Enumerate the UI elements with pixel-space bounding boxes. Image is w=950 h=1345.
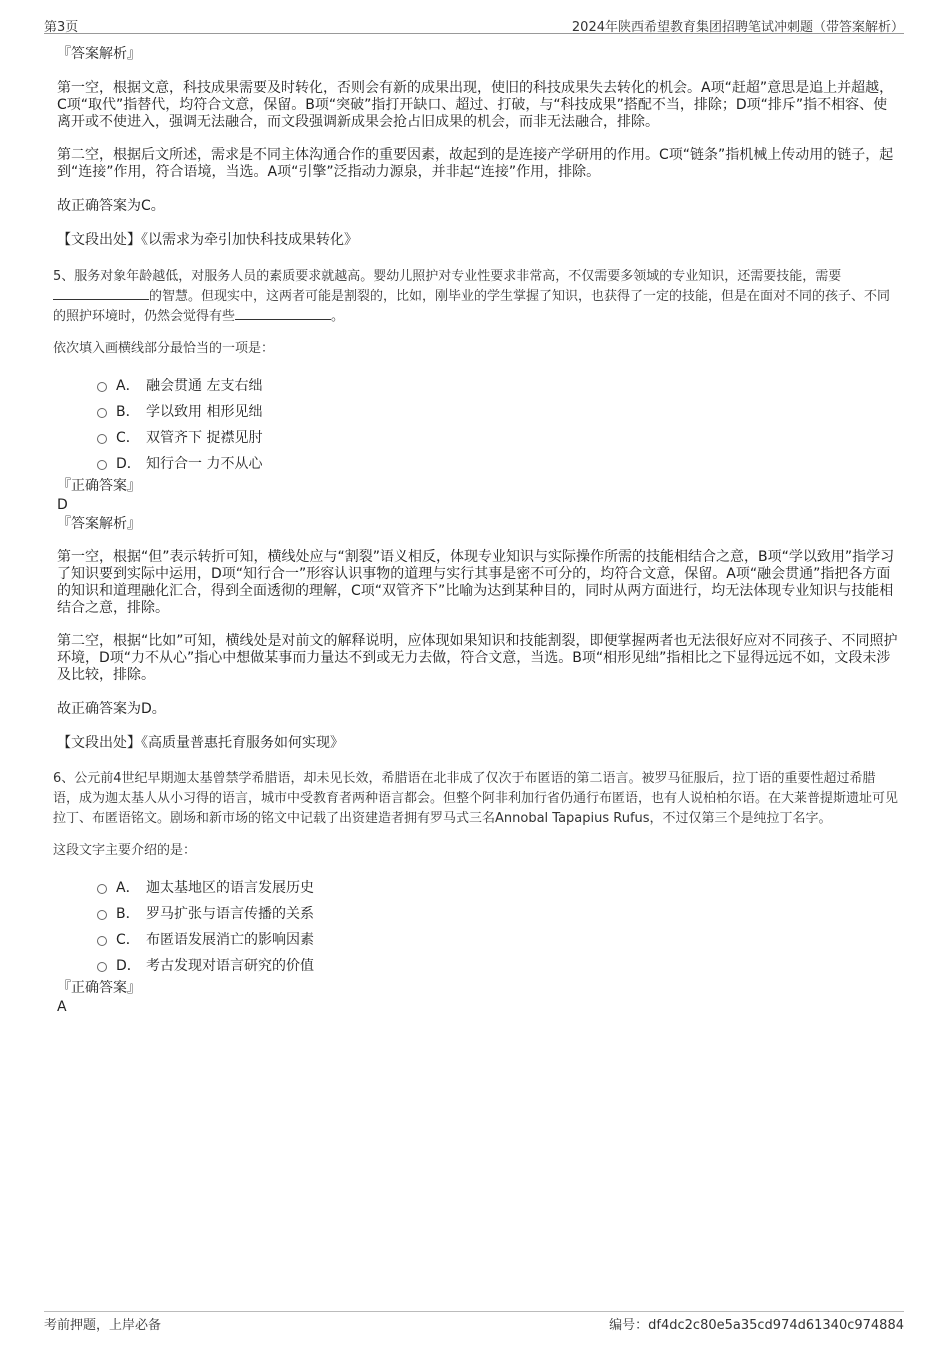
q4-analysis-label: 『答案解析』 (57, 46, 141, 62)
q6-prompt: 这段文字主要介绍的是： (53, 843, 197, 858)
q5-options (57, 376, 899, 480)
q5-correct-answer: D (57, 497, 68, 513)
option-text: 考古发现对语言研究的价值 (146, 958, 314, 974)
q6-option-b[interactable] (57, 904, 899, 930)
q5-option-a[interactable] (57, 376, 899, 402)
q5-option-c[interactable] (57, 428, 899, 454)
q4-conclusion: 故正确答案为C。 (57, 198, 165, 214)
document-title: 2024年陕西希望教育集团招聘笔试冲刺题（带答案解析） (571, 20, 904, 35)
option-text: 学以致用 相形见绌 (146, 404, 263, 420)
radio-button[interactable] (97, 884, 107, 894)
option-text: 知行合一 力不从心 (146, 456, 263, 472)
q5-analysis-label: 『答案解析』 (57, 516, 141, 532)
document-id: 编号：df4dc2c80e5a35cd974d61340c974884 (609, 1318, 904, 1333)
question-5 (53, 267, 899, 752)
radio-button[interactable] (97, 460, 107, 470)
header-divider (44, 33, 904, 34)
q5-prompt: 依次填入画横线部分最恰当的一项是： (53, 341, 275, 356)
document-body (53, 44, 899, 1016)
q5-blank-2 (235, 307, 331, 320)
q5-stem-part-b: 的智慧。但现实中，这两者可能是割裂的，比如，刚毕业的学生掌握了知识，也获得了一定的技能，但是在面对不同的孩子、不同的照护环境时，仍然会觉得有些 (53, 289, 891, 324)
option-letter: D． (116, 958, 141, 974)
radio-button[interactable] (97, 910, 107, 920)
option-text: 融会贯通 左支右绌 (146, 378, 263, 394)
q6-correct-answer: A (57, 999, 67, 1015)
q6-correct-label: 『正确答案』 (57, 980, 141, 996)
option-letter: B． (116, 404, 140, 420)
q6-option-d[interactable] (57, 956, 899, 982)
q6-stem: 6、公元前4世纪早期迦太基曾禁学希腊语，却未见长效，希腊语在北非成了仅次于布匿语的第二语言。被罗马征服后，拉丁语的重要性超过希腊语，成为迦太基人从小习得的语言，城市中受教育者两种语言都会。但整个阿非利加行省仍通行布匿语，也有人说柏柏尔语。在大莱普提斯遗址可见拉丁、布匿语铭文。剧场和新市场的铭文中记载了出资建造者拥有罗马式三名Annobal Tapapius Rufus，不过仅第三个是纯拉丁名字。 (53, 771, 899, 826)
q4-analysis-p1: 第一空，根据文意，科技成果需要及时转化，否则会有新的成果出现，使旧的科技成果失去转化的机会。A项“赶超”意思是追上并超越，C项“取代”指替代，均符合文意，保留。B项“突破”指打开缺口、超过、打破，与“科技成果”搭配不当，排除；D项“排斥”指不相容、使离开或不使进入，强调无法融合，而文段强调新成果会抢占旧成果的机会，而非无法融合，排除。 (57, 80, 894, 130)
option-text: 双管齐下 捉襟见肘 (146, 430, 263, 446)
q4-analysis-p2: 第二空，根据后文所述，需求是不同主体沟通合作的重要因素，故起到的是连接产学研用的作用。C项“链条”指机械上传动用的链子，起到“连接”作用，符合语境，当选。A项“引擎”泛指动力源泉，并非起“连接”作用，排除。 (57, 147, 894, 180)
q5-option-d[interactable] (57, 454, 899, 480)
q5-correct-label: 『正确答案』 (57, 478, 141, 494)
footer-divider (44, 1311, 904, 1312)
radio-button[interactable] (97, 408, 107, 418)
q5-blank-1 (53, 287, 149, 300)
radio-button[interactable] (97, 936, 107, 946)
footer-slogan: 考前押题，上岸必备 (44, 1318, 162, 1333)
question-6 (53, 769, 899, 1016)
q5-stem-part-a: 5、服务对象年龄越低，对服务人员的素质要求就越高。婴幼儿照护对专业性要求非常高，不仅需要多领域的专业知识，还需要技能，需要 (53, 269, 842, 284)
radio-button[interactable] (97, 962, 107, 972)
option-text: 迦太基地区的语言发展历史 (146, 880, 314, 896)
radio-button[interactable] (97, 382, 107, 392)
q5-stem-part-c: 。 (331, 309, 345, 324)
option-letter: A． (116, 378, 140, 394)
q4-source: 【文段出处】《以需求为牵引加快科技成果转化》 (57, 232, 358, 248)
option-letter: D． (116, 456, 141, 472)
q5-analysis-p2: 第二空，根据“比如”可知，横线处是对前文的解释说明，应体现如果知识和技能割裂，即便掌握两者也无法很好应对不同孩子、不同照护环境，D项“力不从心”指心中想做某事而力量达不到或无力去做，符合文意，当选。B项“相形见绌”指相比之下显得远远不如，文段未涉及比较，排除。 (57, 633, 898, 683)
q6-options (57, 878, 899, 982)
option-text: 布匿语发展消亡的影响因素 (146, 932, 314, 948)
option-text: 罗马扩张与语言传播的关系 (146, 906, 314, 922)
page-number: 第3页 (44, 20, 79, 35)
option-letter: A． (116, 880, 140, 896)
q5-stem (53, 267, 899, 327)
option-letter: B． (116, 906, 140, 922)
q5-source: 【文段出处】《高质量普惠托育服务如何实现》 (57, 735, 344, 751)
option-letter: C． (116, 932, 140, 948)
q5-conclusion: 故正确答案为D。 (57, 701, 166, 717)
q6-option-a[interactable] (57, 878, 899, 904)
radio-button[interactable] (97, 434, 107, 444)
page-header (44, 14, 904, 34)
q5-option-b[interactable] (57, 402, 899, 428)
q6-option-c[interactable] (57, 930, 899, 956)
option-letter: C． (116, 430, 140, 446)
q5-analysis-p1: 第一空，根据“但”表示转折可知，横线处应与“割裂”语义相反，体现专业知识与实际操作所需的技能相结合之意，B项“学以致用”指学习了知识要到实际中运用，D项“知行合一”形容认识事物的道理与实行其事是密不可分的，均符合文意，保留。A项“融会贯通”指把各方面的知识和道理融化汇合，得到全面透彻的理解，C项“双管齐下”比喻为达到某种目的，同时从两方面进行，均无法体现专业知识与技能相结合之意，排除。 (57, 549, 895, 616)
